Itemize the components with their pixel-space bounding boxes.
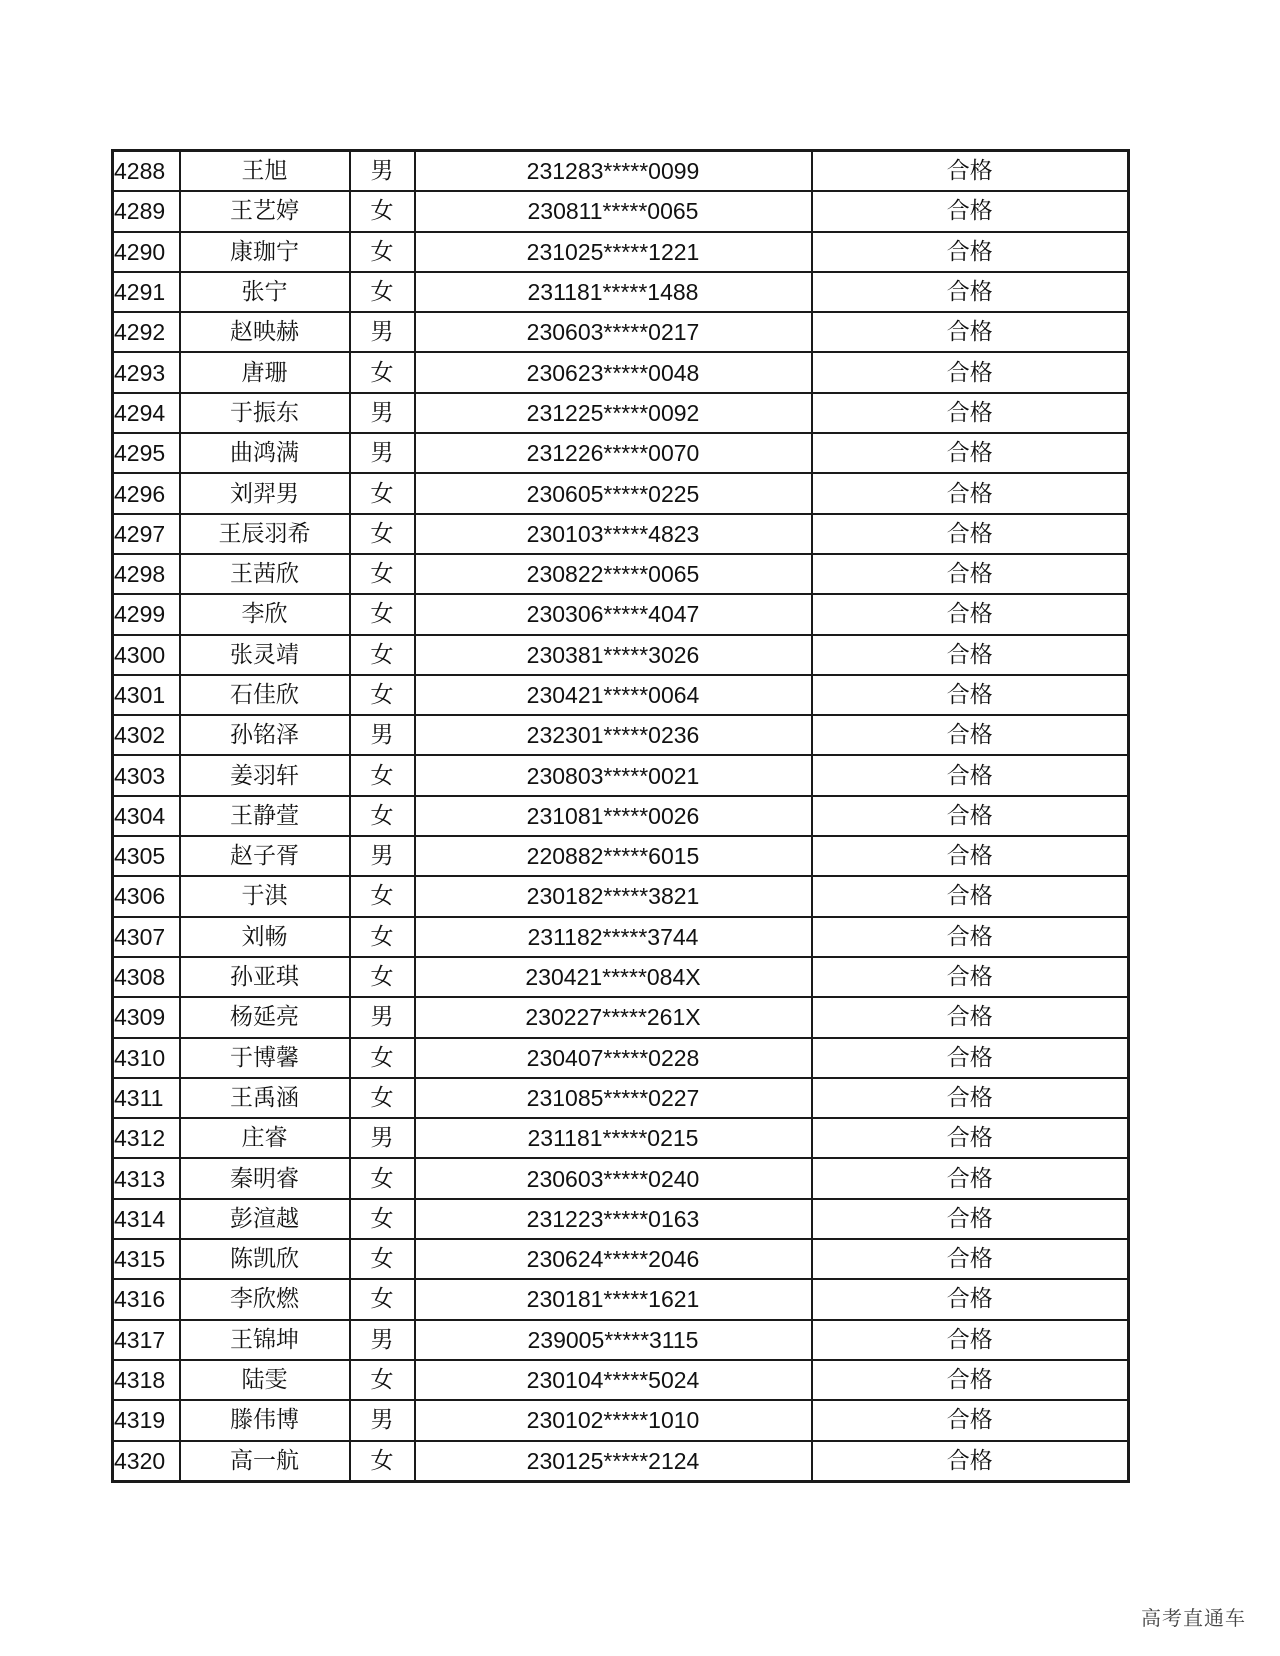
cell-gender: 男 (350, 433, 415, 473)
table-row (113, 191, 1129, 231)
cell-name: 张宁 (180, 272, 350, 312)
cell-number: 4304 (113, 796, 180, 836)
cell-result: 合格 (812, 1078, 1129, 1118)
cell-id-number: 231081*****0026 (415, 796, 812, 836)
cell-number: 4305 (113, 836, 180, 876)
cell-id-number: 230421*****0064 (415, 675, 812, 715)
table-row (113, 1118, 1129, 1158)
cell-name: 王茜欣 (180, 554, 350, 594)
cell-name: 李欣燃 (180, 1279, 350, 1319)
cell-number: 4309 (113, 997, 180, 1037)
cell-name: 陈凯欣 (180, 1239, 350, 1279)
cell-id-number: 230822*****0065 (415, 554, 812, 594)
cell-id-number: 231182*****3744 (415, 917, 812, 957)
cell-id-number: 230103*****4823 (415, 514, 812, 554)
cell-id-number: 220882*****6015 (415, 836, 812, 876)
cell-id-number: 230605*****0225 (415, 473, 812, 513)
table-row (113, 554, 1129, 594)
cell-result: 合格 (812, 1400, 1129, 1440)
cell-number: 4320 (113, 1441, 180, 1482)
table-row (113, 755, 1129, 795)
cell-number: 4288 (113, 151, 180, 192)
cell-id-number: 231085*****0227 (415, 1078, 812, 1118)
cell-number: 4318 (113, 1360, 180, 1400)
table-row (113, 1279, 1129, 1319)
cell-number: 4303 (113, 755, 180, 795)
table-row (113, 232, 1129, 272)
cell-result: 合格 (812, 1118, 1129, 1158)
cell-number: 4302 (113, 715, 180, 755)
cell-id-number: 230803*****0021 (415, 755, 812, 795)
cell-result: 合格 (812, 312, 1129, 352)
cell-number: 4314 (113, 1199, 180, 1239)
cell-number: 4292 (113, 312, 180, 352)
cell-result: 合格 (812, 1279, 1129, 1319)
table-row (113, 876, 1129, 916)
table-row (113, 352, 1129, 392)
cell-id-number: 231225*****0092 (415, 393, 812, 433)
cell-name: 彭渲越 (180, 1199, 350, 1239)
cell-result: 合格 (812, 957, 1129, 997)
cell-name: 姜羽轩 (180, 755, 350, 795)
cell-name: 庄睿 (180, 1118, 350, 1158)
cell-name: 滕伟博 (180, 1400, 350, 1440)
cell-result: 合格 (812, 997, 1129, 1037)
cell-name: 孙铭泽 (180, 715, 350, 755)
cell-gender: 女 (350, 473, 415, 513)
cell-number: 4293 (113, 352, 180, 392)
table-row (113, 836, 1129, 876)
cell-id-number: 232301*****0236 (415, 715, 812, 755)
cell-name: 唐珊 (180, 352, 350, 392)
cell-name: 曲鸿满 (180, 433, 350, 473)
cell-number: 4308 (113, 957, 180, 997)
cell-name: 孙亚琪 (180, 957, 350, 997)
cell-result: 合格 (812, 393, 1129, 433)
cell-number: 4300 (113, 635, 180, 675)
cell-gender: 男 (350, 836, 415, 876)
cell-number: 4297 (113, 514, 180, 554)
cell-name: 秦明睿 (180, 1158, 350, 1198)
table-row (113, 675, 1129, 715)
table-row (113, 796, 1129, 836)
table-row (113, 1360, 1129, 1400)
cell-id-number: 230102*****1010 (415, 1400, 812, 1440)
cell-number: 4291 (113, 272, 180, 312)
cell-name: 王锦坤 (180, 1320, 350, 1360)
cell-id-number: 230125*****2124 (415, 1441, 812, 1482)
cell-result: 合格 (812, 917, 1129, 957)
cell-gender: 女 (350, 1441, 415, 1482)
cell-number: 4295 (113, 433, 180, 473)
results-table (111, 149, 1130, 1483)
cell-gender: 女 (350, 232, 415, 272)
cell-id-number: 230227*****261X (415, 997, 812, 1037)
cell-gender: 女 (350, 1158, 415, 1198)
cell-number: 4296 (113, 473, 180, 513)
cell-name: 康珈宁 (180, 232, 350, 272)
cell-result: 合格 (812, 1441, 1129, 1482)
cell-number: 4294 (113, 393, 180, 433)
cell-gender: 女 (350, 876, 415, 916)
cell-number: 4317 (113, 1320, 180, 1360)
cell-number: 4319 (113, 1400, 180, 1440)
cell-name: 陆雯 (180, 1360, 350, 1400)
cell-gender: 男 (350, 997, 415, 1037)
table-row (113, 997, 1129, 1037)
cell-id-number: 230623*****0048 (415, 352, 812, 392)
results-table-body (113, 151, 1129, 1482)
cell-result: 合格 (812, 352, 1129, 392)
cell-result: 合格 (812, 514, 1129, 554)
cell-id-number: 230421*****084X (415, 957, 812, 997)
table-row (113, 1320, 1129, 1360)
cell-result: 合格 (812, 1199, 1129, 1239)
table-row (113, 433, 1129, 473)
cell-name: 于淇 (180, 876, 350, 916)
cell-id-number: 230603*****0240 (415, 1158, 812, 1198)
cell-gender: 女 (350, 917, 415, 957)
cell-gender: 女 (350, 1078, 415, 1118)
cell-result: 合格 (812, 473, 1129, 513)
table-row (113, 151, 1129, 192)
cell-result: 合格 (812, 554, 1129, 594)
table-row (113, 1078, 1129, 1118)
cell-result: 合格 (812, 1239, 1129, 1279)
cell-result: 合格 (812, 232, 1129, 272)
cell-gender: 女 (350, 514, 415, 554)
cell-result: 合格 (812, 594, 1129, 634)
cell-result: 合格 (812, 1320, 1129, 1360)
cell-result: 合格 (812, 272, 1129, 312)
cell-number: 4310 (113, 1038, 180, 1078)
cell-result: 合格 (812, 796, 1129, 836)
cell-name: 李欣 (180, 594, 350, 634)
cell-gender: 女 (350, 796, 415, 836)
cell-name: 刘畅 (180, 917, 350, 957)
cell-gender: 女 (350, 1038, 415, 1078)
cell-result: 合格 (812, 715, 1129, 755)
table-row (113, 1038, 1129, 1078)
cell-name: 王旭 (180, 151, 350, 192)
cell-id-number: 230811*****0065 (415, 191, 812, 231)
cell-result: 合格 (812, 675, 1129, 715)
cell-result: 合格 (812, 755, 1129, 795)
table-row (113, 1441, 1129, 1482)
cell-gender: 女 (350, 1279, 415, 1319)
cell-number: 4290 (113, 232, 180, 272)
cell-id-number: 231025*****1221 (415, 232, 812, 272)
cell-id-number: 231223*****0163 (415, 1199, 812, 1239)
cell-id-number: 230104*****5024 (415, 1360, 812, 1400)
cell-name: 高一航 (180, 1441, 350, 1482)
cell-gender: 男 (350, 151, 415, 192)
cell-gender: 女 (350, 1199, 415, 1239)
cell-name: 王艺婷 (180, 191, 350, 231)
cell-result: 合格 (812, 876, 1129, 916)
cell-number: 4316 (113, 1279, 180, 1319)
table-row (113, 312, 1129, 352)
cell-result: 合格 (812, 151, 1129, 192)
cell-name: 于振东 (180, 393, 350, 433)
cell-id-number: 230603*****0217 (415, 312, 812, 352)
cell-gender: 女 (350, 554, 415, 594)
cell-id-number: 230306*****4047 (415, 594, 812, 634)
cell-result: 合格 (812, 1360, 1129, 1400)
cell-gender: 男 (350, 393, 415, 433)
table-row (113, 594, 1129, 634)
table-row (113, 635, 1129, 675)
cell-name: 张灵靖 (180, 635, 350, 675)
cell-gender: 男 (350, 312, 415, 352)
cell-number: 4311 (113, 1078, 180, 1118)
table-row (113, 715, 1129, 755)
cell-gender: 女 (350, 957, 415, 997)
table-row (113, 473, 1129, 513)
table-row (113, 1199, 1129, 1239)
cell-name: 王静萱 (180, 796, 350, 836)
table-row (113, 272, 1129, 312)
cell-name: 石佳欣 (180, 675, 350, 715)
cell-number: 4289 (113, 191, 180, 231)
cell-gender: 男 (350, 715, 415, 755)
cell-gender: 女 (350, 272, 415, 312)
cell-gender: 男 (350, 1400, 415, 1440)
cell-name: 杨延亮 (180, 997, 350, 1037)
watermark-text: 高考直通车 (1141, 1606, 1246, 1630)
cell-number: 4299 (113, 594, 180, 634)
cell-id-number: 231283*****0099 (415, 151, 812, 192)
cell-number: 4312 (113, 1118, 180, 1158)
cell-id-number: 231181*****0215 (415, 1118, 812, 1158)
table-row (113, 1158, 1129, 1198)
cell-number: 4307 (113, 917, 180, 957)
cell-id-number: 230381*****3026 (415, 635, 812, 675)
cell-gender: 男 (350, 1320, 415, 1360)
cell-number: 4315 (113, 1239, 180, 1279)
cell-id-number: 231181*****1488 (415, 272, 812, 312)
table-row (113, 957, 1129, 997)
cell-gender: 女 (350, 191, 415, 231)
cell-gender: 女 (350, 1239, 415, 1279)
cell-number: 4301 (113, 675, 180, 715)
cell-result: 合格 (812, 433, 1129, 473)
cell-id-number: 231226*****0070 (415, 433, 812, 473)
cell-gender: 女 (350, 675, 415, 715)
cell-result: 合格 (812, 1038, 1129, 1078)
cell-id-number: 230624*****2046 (415, 1239, 812, 1279)
cell-id-number: 230407*****0228 (415, 1038, 812, 1078)
cell-gender: 女 (350, 635, 415, 675)
cell-number: 4298 (113, 554, 180, 594)
cell-number: 4306 (113, 876, 180, 916)
table-row (113, 514, 1129, 554)
cell-name: 王禹涵 (180, 1078, 350, 1118)
cell-name: 刘羿男 (180, 473, 350, 513)
cell-number: 4313 (113, 1158, 180, 1198)
cell-result: 合格 (812, 836, 1129, 876)
cell-gender: 男 (350, 1118, 415, 1158)
cell-result: 合格 (812, 191, 1129, 231)
table-row (113, 393, 1129, 433)
cell-result: 合格 (812, 635, 1129, 675)
cell-id-number: 230181*****1621 (415, 1279, 812, 1319)
cell-name: 赵映赫 (180, 312, 350, 352)
cell-name: 赵子胥 (180, 836, 350, 876)
cell-name: 于博馨 (180, 1038, 350, 1078)
cell-gender: 女 (350, 755, 415, 795)
cell-id-number: 230182*****3821 (415, 876, 812, 916)
table-row (113, 1239, 1129, 1279)
cell-result: 合格 (812, 1158, 1129, 1198)
cell-gender: 女 (350, 1360, 415, 1400)
cell-gender: 女 (350, 352, 415, 392)
table-row (113, 917, 1129, 957)
table-row (113, 1400, 1129, 1440)
cell-gender: 女 (350, 594, 415, 634)
cell-name: 王辰羽希 (180, 514, 350, 554)
cell-id-number: 239005*****3115 (415, 1320, 812, 1360)
